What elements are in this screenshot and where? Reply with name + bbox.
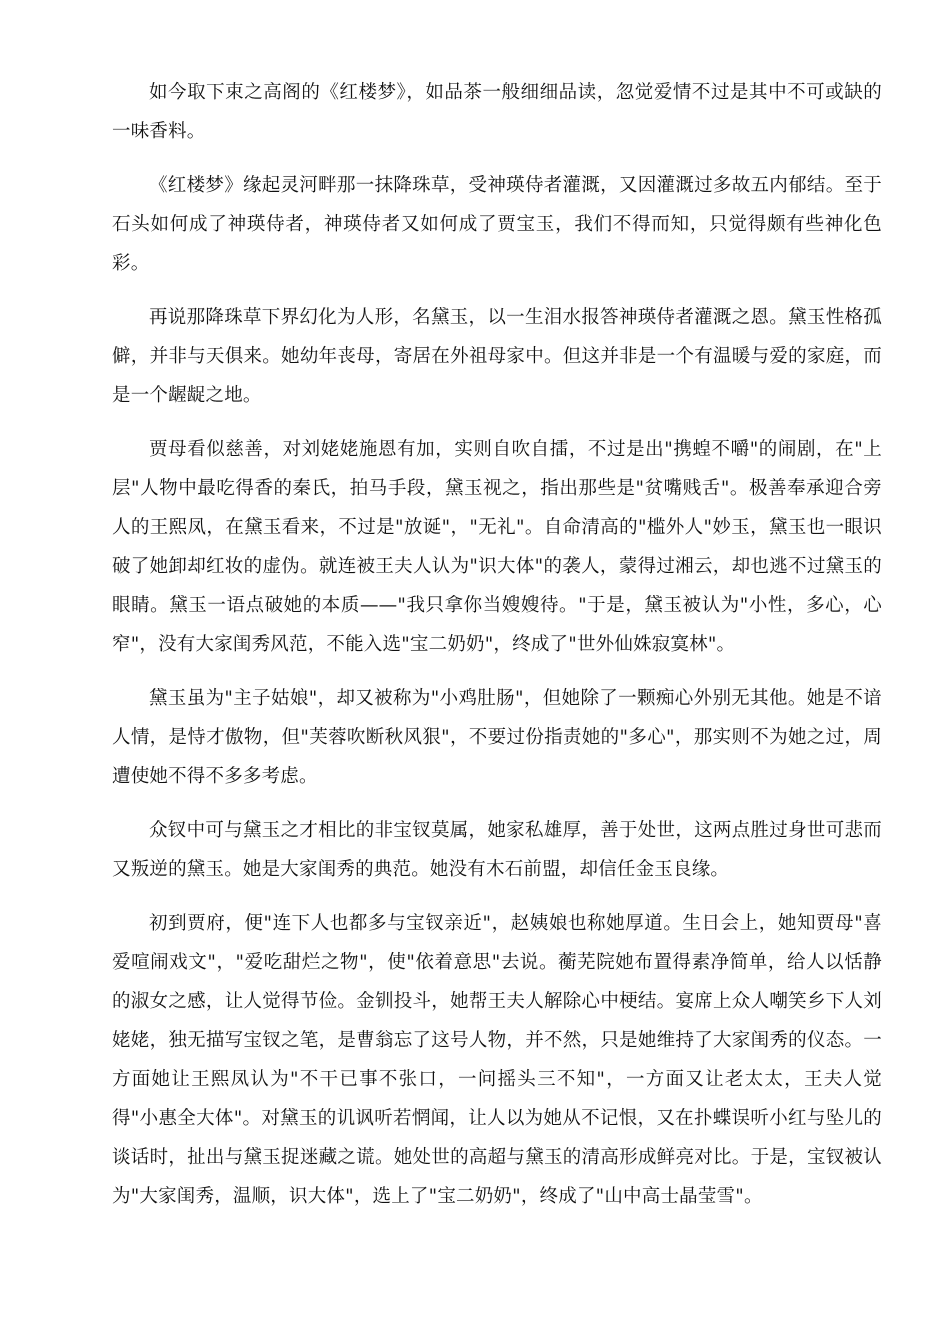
essay-body (112, 73, 882, 1231)
paragraph: 贾母看似慈善，对刘姥姥施恩有加，实则自吹自擂，不过是出"携蝗不嚼"的闹剧，在"上层"人物中最吃得香的秦氏，拍马手段，黛玉视之，指出那些是"贫嘴贱舌"。极善奉承迎合旁人的王熙凤，在黛玉看来，不过是"放诞"，"无礼"。自命清高的"槛外人"妙玉，黛玉也一眼识破了她卸却红妆的虚伪。就连被王夫人认为"识大体"的袭人，蒙得过湘云，却也逃不过黛玉的眼睛。黛玉一语点破她的本质——"我只拿你当嫂嫂待。"于是，黛玉被认为"小性，多心，心窄"，没有大家闺秀风范，不能入选"宝二奶奶"，终成了"世外仙姝寂寞林"。 (112, 439, 882, 655)
paragraph: 《红楼梦》缘起灵河畔那一抹降珠草，受神瑛侍者灌溉，又因灌溉过多故五内郁结。至于石头如何成了神瑛侍者，神瑛侍者又如何成了贾宝玉，我们不得而知，只觉得颇有些神化色彩。 (112, 175, 882, 274)
paragraph: 再说那降珠草下界幻化为人形，名黛玉，以一生泪水报答神瑛侍者灌溉之恩。黛玉性格孤僻，并非与天俱来。她幼年丧母，寄居在外祖母家中。但这并非是一个有温暖与爱的家庭，而是一个龌龊之地。 (112, 307, 882, 406)
paragraph: 黛玉虽为"主子姑娘"，却又被称为"小鸡肚肠"，但她除了一颗痴心外别无其他。她是不谙人情，是恃才傲物，但"芙蓉吹断秋风狠"，不要过份指责她的"多心"，那实则不为她之过，周遭使她不得不多多考虑。 (112, 688, 882, 787)
paragraph: 如今取下束之高阁的《红楼梦》，如品茶一般细细品读，忽觉爱情不过是其中不可或缺的一味香料。 (112, 82, 882, 142)
paragraph: 众钗中可与黛玉之才相比的非宝钗莫属，她家私雄厚，善于处世，这两点胜过身世可悲而又叛逆的黛玉。她是大家闺秀的典范。她没有木石前盟，却信任金玉良缘。 (112, 820, 882, 880)
paragraph: 初到贾府，便"连下人也都多与宝钗亲近"，赵姨娘也称她厚道。生日会上，她知贾母"喜爱喧闹戏文"，"爱吃甜烂之物"，使"依着意思"去说。蘅芜院她布置得素净简单，给人以恬静的淑女之感，让人觉得节俭。金钏投斗，她帮王夫人解除心中梗结。宴席上众人嘲笑乡下人刘姥姥，独无描写宝钗之笔，是曹翁忘了这号人物，并不然，只是她维持了大家闺秀的仪态。一方面她让王熙凤认为"不干已事不张口，一问摇头三不知"，一方面又让老太太，王夫人觉得"小惠全大体"。对黛玉的讥讽听若惘闻，让人以为她从不记恨，又在扑蝶误听小红与坠儿的谈话时，扯出与黛玉捉迷藏之谎。她处世的高超与黛玉的清高形成鲜亮对比。于是，宝钗被认为"大家闺秀，温顺，识大体"，选上了"宝二奶奶"，终成了"山中高士晶莹雪"。 (112, 913, 882, 1207)
